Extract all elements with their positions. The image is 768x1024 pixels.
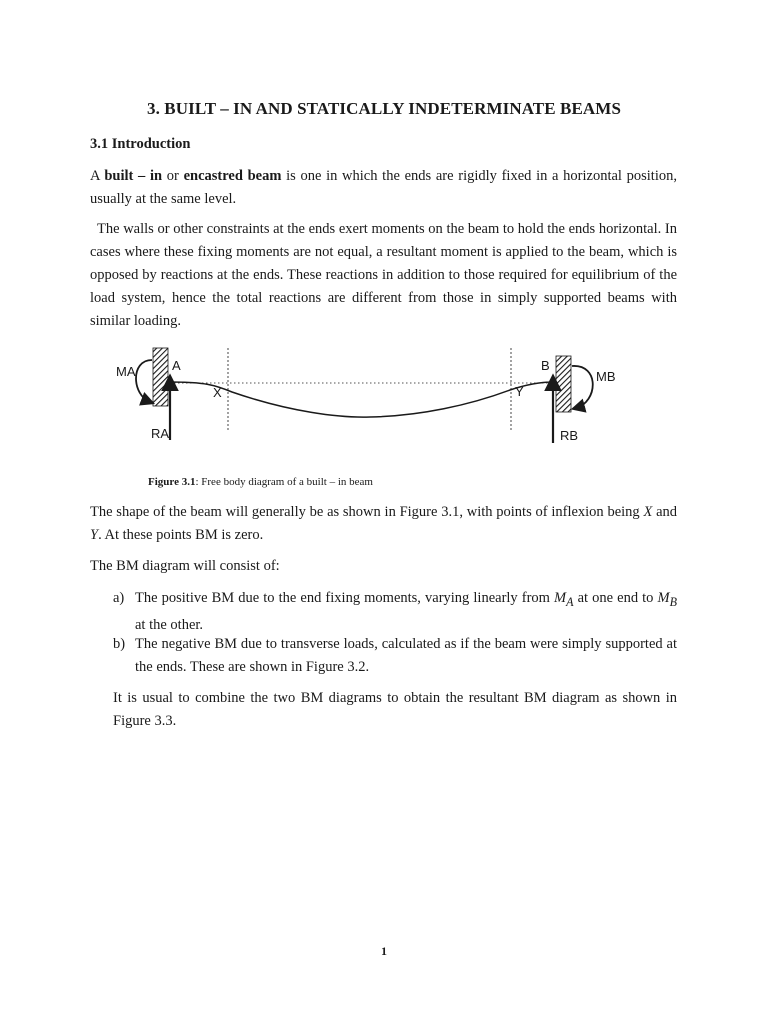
caption-label: Figure 3.1 (148, 476, 196, 488)
deflected-beam (170, 382, 553, 417)
term-encastred-beam: encastred beam (183, 168, 282, 184)
moment-arrow-ma (136, 360, 152, 402)
list-item-b-body (113, 633, 677, 679)
para1-text-2: or (162, 168, 184, 184)
page-number: 1 (381, 944, 387, 958)
symbol-mb-sub: B (669, 594, 677, 609)
list-a-text-1: The positive BM due to the end fixing moments, varying linearly from (135, 590, 555, 606)
label-ma: MA (116, 364, 136, 379)
label-a: A (172, 358, 181, 373)
list-a-text-3: at the other. (135, 616, 204, 633)
para3-text-2: and (652, 504, 677, 520)
page-title: 3. BUILT – IN AND STATICALLY INDETERMINATE BEAMS (147, 99, 621, 118)
bm-intro-paragraph: The BM diagram will consist of: (90, 558, 280, 574)
figure-caption (148, 476, 373, 488)
label-rb: RB (560, 428, 579, 443)
left-wall (153, 348, 168, 406)
label-b: B (541, 358, 550, 373)
caption-text: : Free body diagram of a built – in beam (195, 476, 373, 488)
para1-text-1: A (90, 168, 105, 184)
free-body-diagram (0, 340, 768, 450)
label-ra: RA (151, 426, 170, 441)
moment-arrow-mb (572, 366, 593, 408)
label-mb: MB (596, 369, 616, 384)
list-item-a-body (113, 587, 677, 637)
intro-paragraph-2: The walls or other constraints at the ends exert moments on the beam to hold the ends horizontal. In cases where these fixing moments are not equal, a resultant moment is applied to the beam, which is opposed by reactions at the ends. These reactions in addition to those required for equilibrium of the load system, hence the total reactions are different from those in simply supported beams with similar loading. (90, 221, 677, 329)
list-a-text-2: at one end to (573, 590, 658, 606)
combine-paragraph: It is usual to combine the two BM diagrams to obtain the resultant BM diagram as shown in Figure 3.3. (113, 690, 677, 729)
symbol-ma-sub: A (566, 594, 574, 609)
para3-text-1: The shape of the beam will generally be as shown in Figure 3.1, with points of inflexion being (90, 504, 644, 520)
section-heading: 3.1 Introduction (90, 136, 191, 152)
para1-text-3: is one in which the ends are rigidly fixed in a horizontal position, usually at the same level. (90, 168, 677, 207)
list-b-text: The negative BM due to transverse loads, calculated as if the beam were simply supported at the ends. These are shown in Figure 3.2. (135, 636, 677, 675)
right-wall (556, 356, 571, 412)
label-x: X (213, 385, 222, 400)
point-y: Y (90, 527, 99, 543)
list-marker-a: a) (113, 590, 125, 606)
symbol-mb: M (657, 590, 670, 606)
list-marker-b: b) (113, 636, 126, 652)
intro-paragraph-1 (90, 165, 677, 211)
point-x: X (643, 504, 653, 520)
para3-text-3: . At these points BM is zero. (98, 527, 264, 543)
label-y: Y (515, 384, 524, 399)
symbol-ma: M (554, 590, 567, 606)
list-item-a (113, 587, 677, 637)
list-item-b (113, 633, 677, 679)
term-built-in: built – in (104, 168, 163, 184)
shape-paragraph (90, 501, 677, 547)
